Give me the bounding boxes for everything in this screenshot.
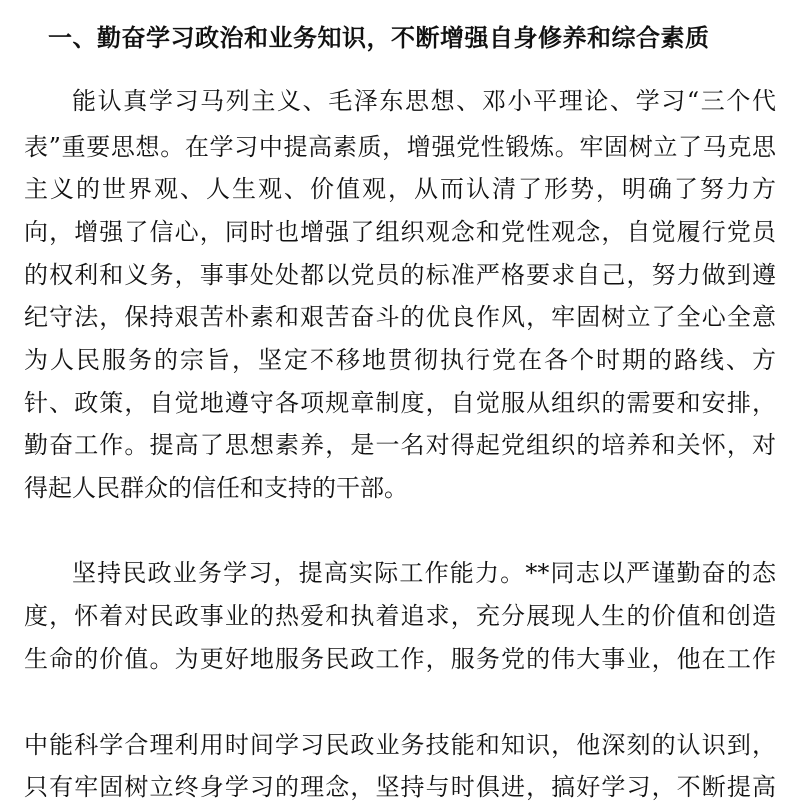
paragraph-line: 坚持民政业务学习，提高实际工作能力。**同志以严谨勤奋的态 (72, 559, 776, 587)
paragraph-line: 向，增强了信心，同时也增强了组织观念和党性观念，自觉履行党员 (24, 218, 776, 246)
paragraph-line: 能认真学习马列主义、毛泽东思想、邓小平理论、学习“三个代 (72, 87, 776, 115)
paragraph-line: 度，怀着对民政事业的热爱和执着追求，充分展现人生的价值和创造 (24, 602, 776, 630)
paragraph-line: 生命的价值。为更好地服务民政工作，服务党的伟大事业，他在工作 (24, 645, 776, 673)
section-heading: 一、勤奋学习政治和业务知识，不断增强自身修养和综合素质 (48, 24, 710, 52)
paragraph-line: 中能科学合理利用时间学习民政业务技能和知识，他深刻的认识到， (24, 731, 776, 759)
paragraph-line: 纪守法，保持艰苦朴素和艰苦奋斗的优良作风，牢固树立了全心全意 (24, 303, 776, 331)
paragraph-line: 主义的世界观、人生观、价值观，从而认清了形势，明确了努力方 (24, 175, 776, 203)
paragraph-line: 得起人民群众的信任和支持的干部。 (24, 474, 408, 502)
paragraph-line: 针、政策，自觉地遵守各项规章制度，自觉服从组织的需要和安排， (24, 389, 776, 417)
paragraph-line: 勤奋工作。提高了思想素养，是一名对得起党组织的培养和关怀，对 (24, 431, 776, 459)
paragraph-line: 表”重要思想。在学习中提高素质，增强党性锻炼。牢固树立了马克思 (24, 133, 776, 161)
paragraph-line: 只有牢固树立终身学习的理念，坚持与时俱进，搞好学习，不断提高 (24, 773, 776, 801)
paragraph-line: 的权利和义务，事事处处都以党员的标准严格要求自己，努力做到遵 (24, 261, 776, 289)
paragraph-line: 为人民服务的宗旨，坚定不移地贯彻执行党在各个时期的路线、方 (24, 346, 776, 374)
